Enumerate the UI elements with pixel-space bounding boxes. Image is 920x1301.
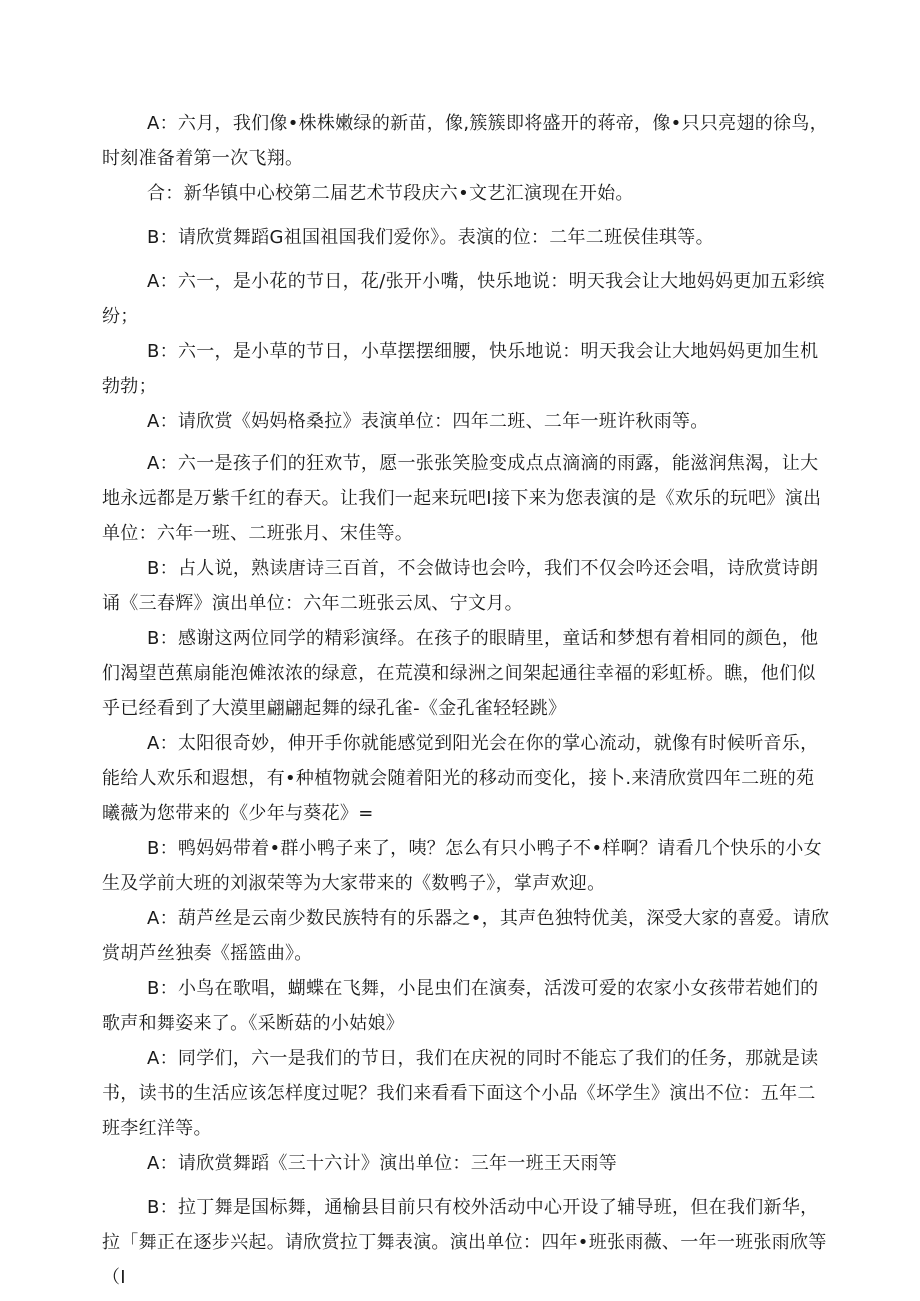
- paragraph-16: B：拉丁舞是国标舞，通榆县目前只有校外活动中心开设了辅导班，但在我们新华，拉「舞正在逐步兴起。请欣赏拉丁舞表演。演出单位：四年•班张雨薇、一年一班张雨欣等（I: [102, 1197, 827, 1288]
- paragraph-9: B：感谢这两位同学的精彩演绎。在孩子的眼睛里，童话和梦想有着相同的颜色，他们渴望芭蕉扇能泡傩浓浓的绿意，在荒漠和绿洲之间架起通往幸福的彩虹桥。瞧，他们似乎已经看到了大漠里翩翩起舞的绿孔雀-《金孔雀轻轻跳》: [102, 628, 819, 719]
- paragraph-5: B：六一，是小草的节日，小草摆摆细腰，快乐地说：明天我会让大地妈妈更加生机勃勃；: [102, 341, 819, 397]
- paragraph-11: B：鸭妈妈带着•群小鸭子来了，咦？怎么有只小鸭子不•样啊？请看几个快乐的小女生及学前大班的刘淑荣等为大家带来的《数鸭子》，掌声欢迎。: [102, 838, 822, 894]
- paragraph-1: A：六月，我们像•株株嫩绿的新苗，像,簇簇即将盛开的蒋帝，像•只只亮翅的徐鸟，时刻准备着第一次飞翔。: [102, 113, 828, 169]
- paragraph-2: 合：新华镇中心校第二届艺术节段庆六•文艺汇演现在开始。: [147, 183, 634, 204]
- paragraph-13: B：小鸟在歌唱，蝴蝶在飞舞，小昆虫们在演奏，活泼可爱的农家小女孩带若她们的歌声和舞姿来了。《采断菇的小姑娘》: [102, 978, 819, 1034]
- paragraph-7: A：六一是孩子们的狂欢节，愿一张张笑脸变成点点滴滴的雨露，能滋润焦渴，让大地永远都是万紫千红的春天。让我们一起来玩吧I接下来为您表演的是《欢乐的玩吧》演出单位：六年一班、二班张月、宋佳等。: [102, 453, 822, 544]
- paragraph-8: B：占人说，熟读唐诗三百首，不会做诗也会吟，我们不仅会吟还会唱，诗欣赏诗朗诵《三春辉》演出单位：六年二班张云凤、宁文月。: [102, 558, 819, 614]
- paragraph-12: A：葫芦丝是云南少数民族特有的乐器之•，其声色独特优美，深受大家的喜爱。请欣赏胡芦丝独奏《摇篮曲》。: [102, 908, 830, 964]
- paragraph-6: A：请欣赏《妈妈格桑拉》表演单位：四年二班、二年一班许秋雨等。: [147, 411, 709, 432]
- paragraph-14: A：同学们，六一是我们的节日，我们在庆祝的同时不能忘了我们的任务，那就是读书，读书的生活应该怎样度过呢？我们来看看下面这个小品《坏学生》演出不位：五年二班李红洋等。: [102, 1048, 819, 1139]
- paragraph-10: A：太阳很奇妙，伸开手你就能感觉到阳光会在你的掌心流动，就像有时候听音乐，能给人欢乐和遐想，有•种植物就会随着阳光的移动而变化，接卜.来清欣赏四年二班的苑曦薇为您带来的《少年与葵花》=: [102, 733, 819, 824]
- paragraph-15: A：请欣赏舞蹈《三十六计》演出单位：三年一班王天雨等: [147, 1153, 618, 1174]
- paragraph-3: B：请欣赏舞蹈G祖国祖国我们爱你》。表演的位：二年二班侯佳琪等。: [147, 227, 714, 248]
- paragraph-4: A：六一，是小花的节日，花/张开小嘴，快乐地说：明天我会让大地妈妈更加五彩缤纷；: [102, 271, 825, 327]
